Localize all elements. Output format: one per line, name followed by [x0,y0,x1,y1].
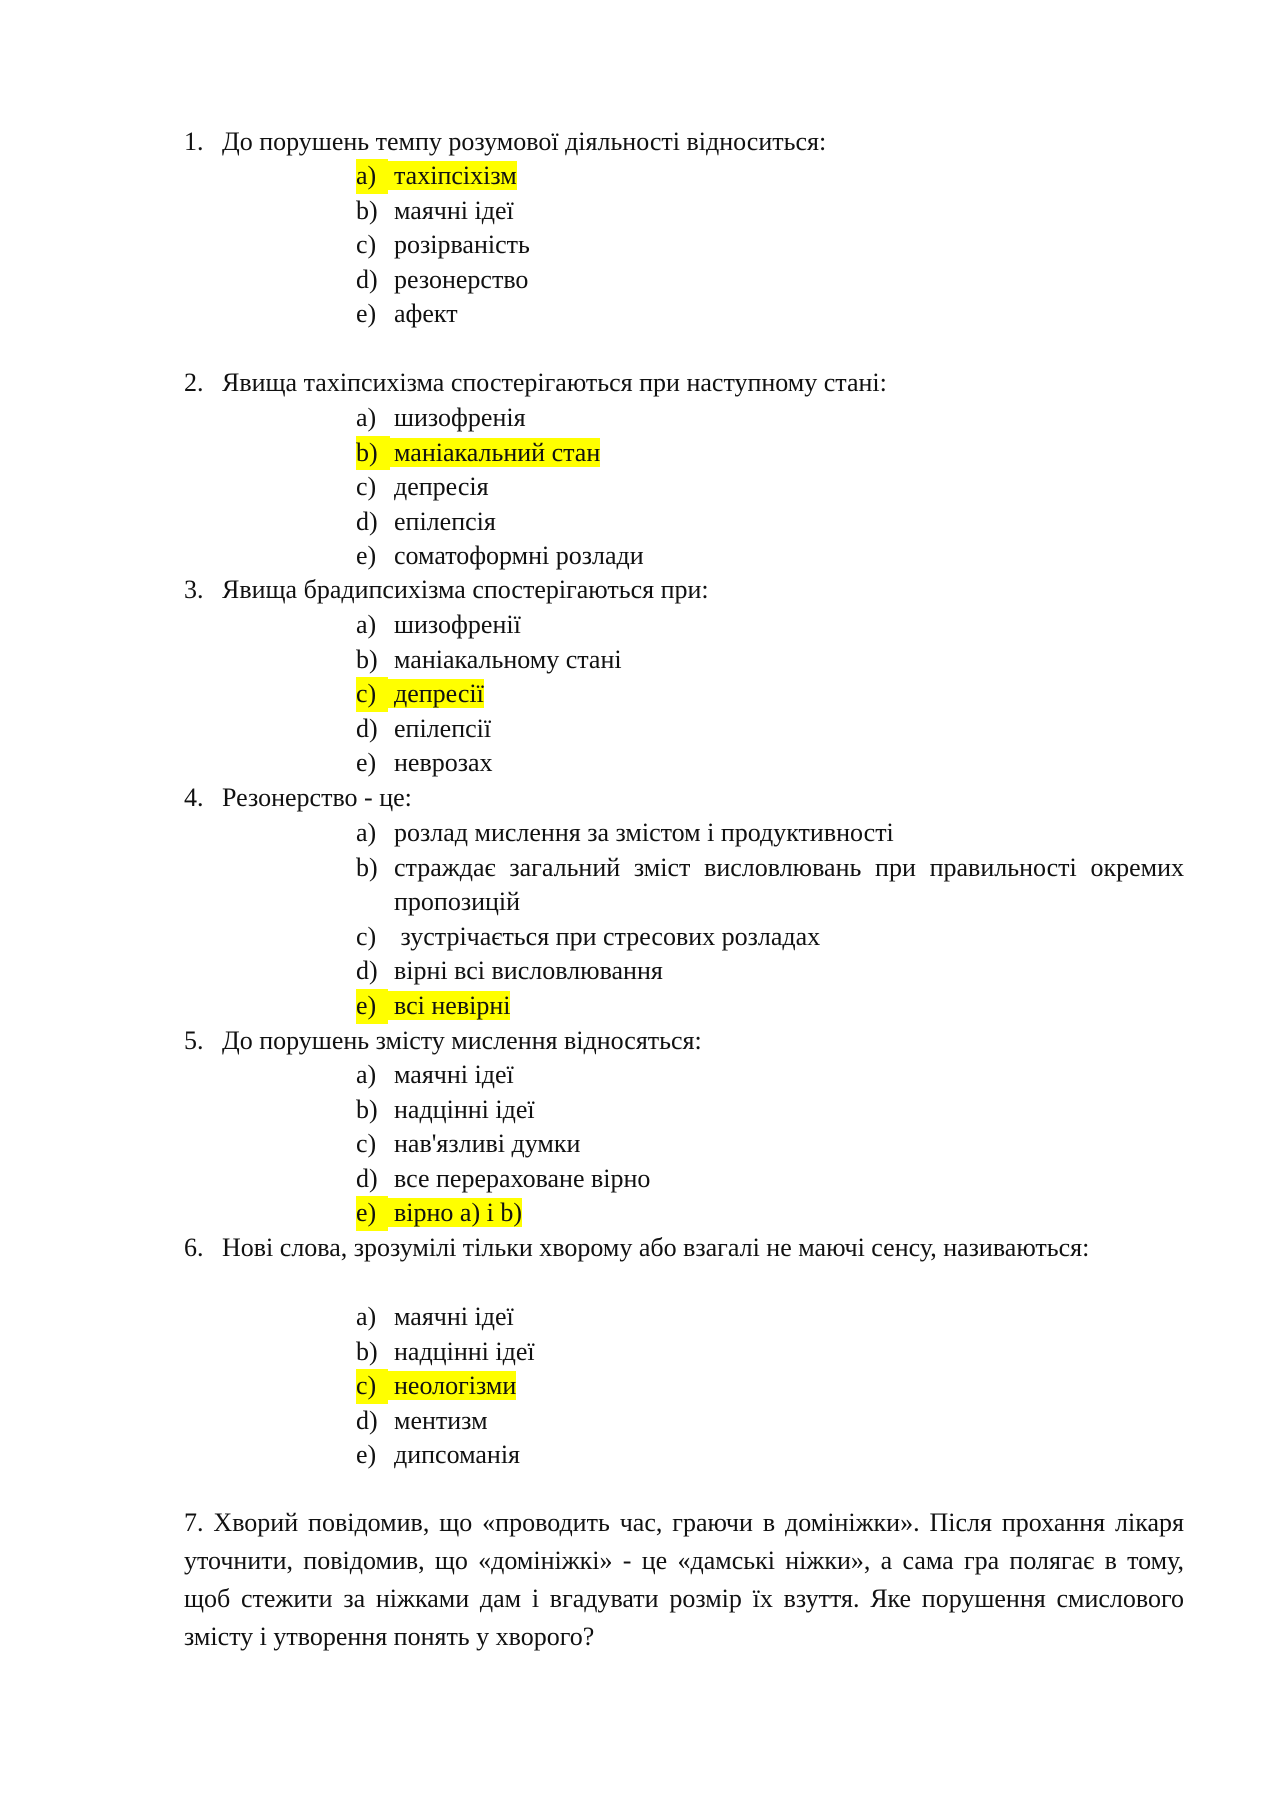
option-text: епілепсії [394,713,492,743]
question-7-paragraph: 7. Хворий повідомив, що «проводить час, граючи в домініжки». Після прохання лікаря уточнити, повідомив, що «домініжкі» - це «дамські ніжки», а сама гра полягає в тому, щоб стежити за ніжками дам і вгадувати розмір їх взуття. Яке порушення смислового змісту і утворення понять у хворого? [184,1508,1184,1651]
option-text: маніакальному стані [394,644,622,674]
option-text: надцінні ідеї [394,1094,535,1124]
question-3 [184,573,1184,608]
option-text-highlighted: всі невірні [386,991,510,1020]
option-text: маячні ідеї [394,1302,514,1331]
option-c [356,228,1184,263]
option-a [356,1058,1184,1093]
option-label: b) [356,644,378,674]
option-text: маячні ідеї [394,195,514,225]
option-a [356,608,1184,643]
option-text: вірні всі висловлювання [394,956,663,986]
question-2-options [356,401,1184,574]
option-text: надцінні ідеї [394,1336,535,1366]
option-text-highlighted: маніакальний стан [386,438,600,467]
option-b [356,851,1184,920]
question-5-options [356,1058,1184,1231]
option-label: a) [356,403,377,432]
option-label: e) [356,748,377,778]
option-d [356,263,1184,298]
option-text: нав'язливі думки [394,1129,581,1159]
option-label: b) [356,436,390,471]
option-label: d) [356,1405,378,1435]
option-d [356,954,1184,989]
option-label: a) [356,818,377,847]
option-label: d) [356,264,378,294]
option-a [356,159,1184,194]
option-label: b) [356,852,378,882]
option-a [356,401,1184,436]
option-text: резонерство [394,264,529,294]
option-label: b) [356,1094,378,1124]
option-c [356,1127,1184,1162]
option-label: e) [356,541,377,571]
option-label: d) [356,506,378,536]
option-text-highlighted: депресії [386,679,484,708]
option-label: e) [356,1196,388,1231]
option-c [356,1369,1184,1404]
option-label: e) [356,299,377,329]
option-label: a) [356,610,377,639]
option-label: c) [356,921,377,951]
option-text: шизофренії [394,610,521,639]
question-3-options [356,608,1184,781]
option-a [356,1300,1184,1335]
option-text: шизофренія [394,403,526,432]
option-c [356,920,1184,955]
question-1-options [356,159,1184,332]
option-a [356,816,1184,851]
option-text: соматоформні розлади [394,541,644,571]
question-text: До порушень темпу розумової діяльності відноситься: [222,127,827,156]
option-text-highlighted: неологізми [386,1371,516,1400]
option-text: епілепсія [394,506,496,536]
option-b [356,643,1184,678]
question-text: До порушень змісту мислення відносяться: [222,1026,702,1055]
option-text: розлад мислення за змістом і продуктивності [394,818,894,847]
option-e [356,746,1184,781]
option-text: маячні ідеї [394,1060,514,1089]
question-6 [184,1231,1184,1266]
option-label: d) [356,1163,378,1193]
option-text: афект [394,299,458,329]
option-b [356,1335,1184,1370]
question-2 [184,366,1184,401]
option-d [356,1404,1184,1439]
option-label: c) [356,1369,388,1404]
option-c [356,470,1184,505]
option-text: депресія [394,472,489,502]
option-e [356,1438,1184,1473]
option-text: страждає загальний зміст висловлювань при правильності окремих пропозицій [394,852,1184,917]
option-label: c) [356,472,377,502]
option-b [356,436,1184,471]
option-e [356,539,1184,574]
option-label: c) [356,1129,377,1159]
question-text: Резонерство - це: [222,783,412,812]
question-number: 1. [184,127,204,156]
option-label: a) [356,159,388,194]
question-number: 3. [184,575,204,604]
option-label: e) [356,989,388,1024]
option-label: c) [356,677,388,712]
option-e [356,989,1184,1024]
option-label: a) [356,1060,377,1089]
option-label: b) [356,1336,378,1366]
option-label: a) [356,1302,377,1331]
question-4-options [356,816,1184,1024]
option-e [356,297,1184,332]
option-text-highlighted: тахіпсіхізм [386,161,517,190]
option-label: c) [356,230,377,260]
option-d [356,1162,1184,1197]
question-text: Явища тахіпсихізма спостерігаються при наступному стані: [222,368,887,397]
option-text: все перераховане вірно [394,1163,651,1193]
option-b [356,1093,1184,1128]
question-6-options [356,1300,1184,1473]
question-text: Нові слова, зрозумілі тільки хворому або взагалі не маючі сенсу, називаються: [222,1233,1090,1262]
option-label: b) [356,195,378,225]
option-text-highlighted: вірно а) і b) [386,1198,522,1227]
option-b [356,194,1184,229]
option-c [356,677,1184,712]
option-text: дипсоманія [394,1440,521,1470]
question-4 [184,781,1184,816]
option-e [356,1196,1184,1231]
option-text: ментизм [394,1405,488,1435]
question-number: 5. [184,1026,204,1055]
option-text: зустрічається при стресових розладах [394,921,821,951]
question-number: 2. [184,368,204,397]
option-label: e) [356,1440,377,1470]
question-number: 6. [184,1233,204,1262]
option-d [356,505,1184,540]
question-text: Явища брадипсихізма спостерігаються при: [222,575,709,604]
option-text: розірваність [394,230,530,260]
option-label: d) [356,956,378,986]
question-number: 4. [184,783,204,812]
option-label: d) [356,713,378,743]
option-d [356,712,1184,747]
question-1 [184,125,1184,160]
question-5 [184,1024,1184,1059]
option-text: неврозах [394,748,493,778]
